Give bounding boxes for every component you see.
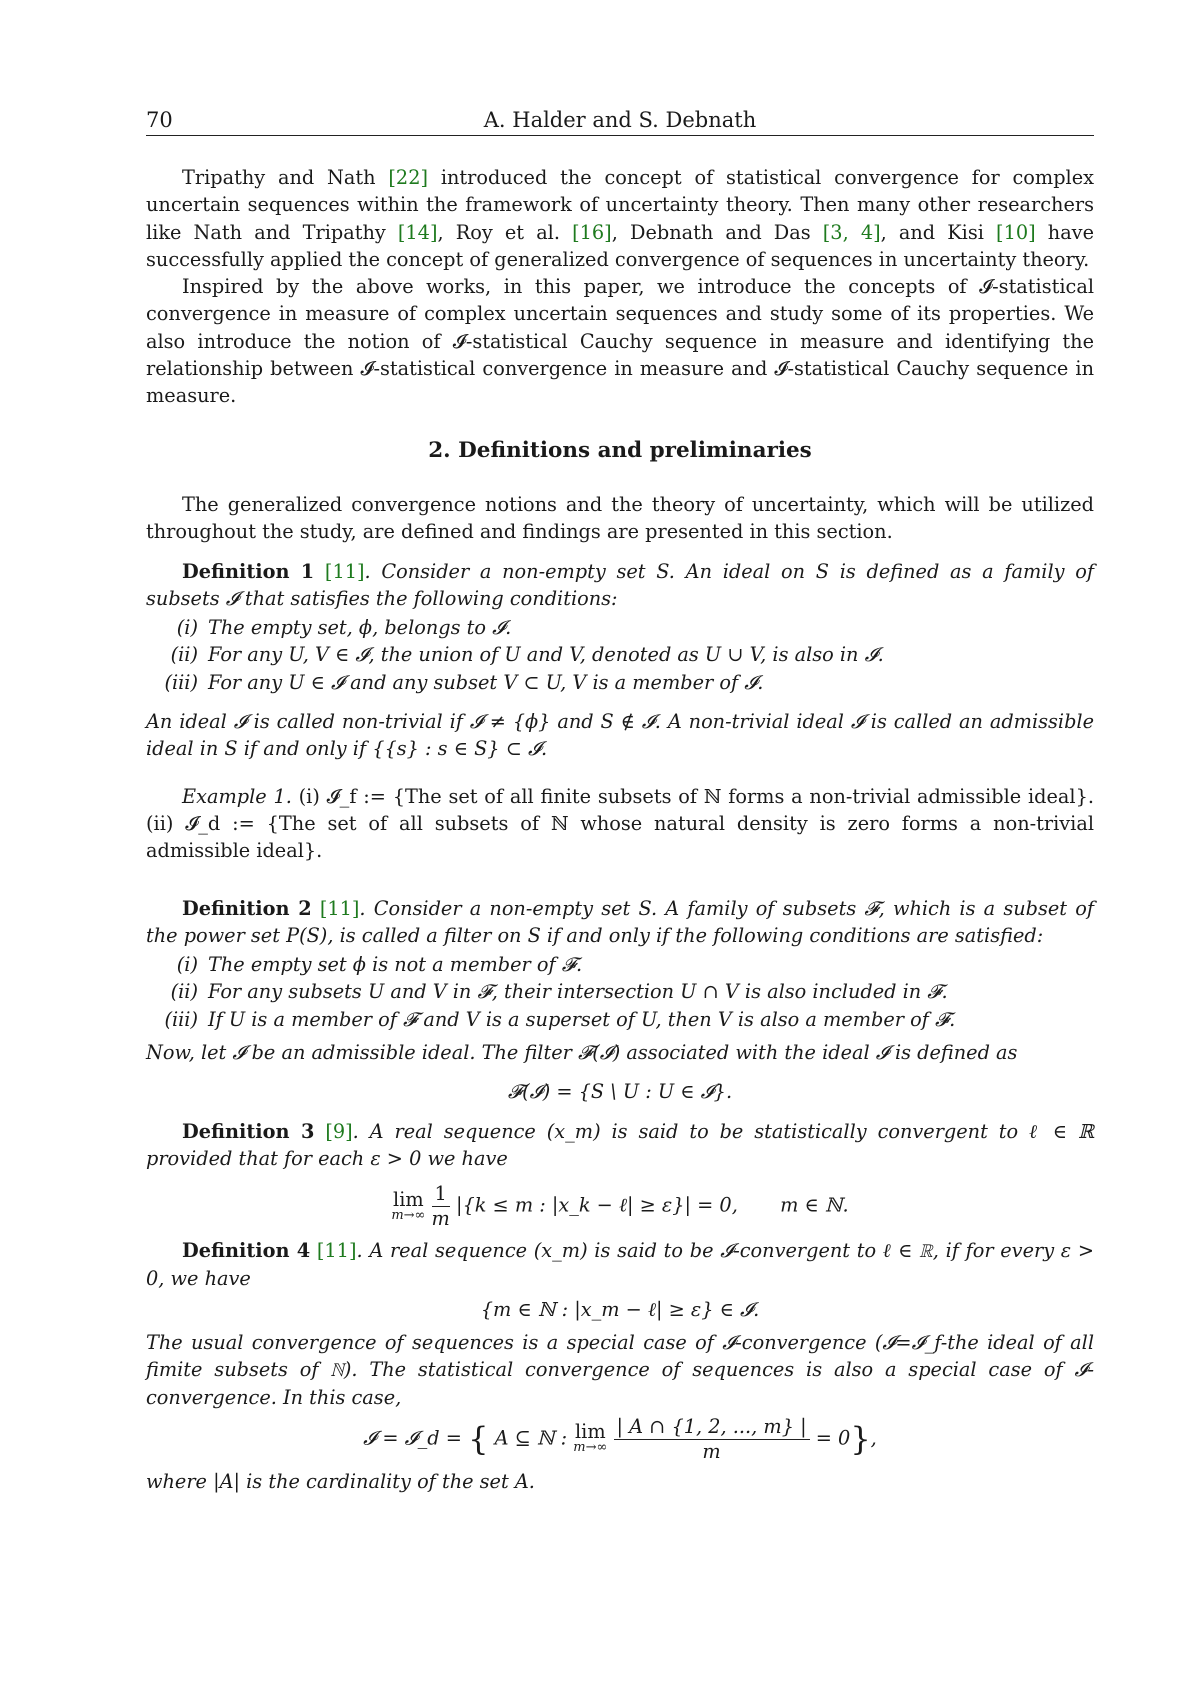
definition-2-label: Definition 2 (182, 896, 312, 920)
density-ideal-formula: 𝓘 = 𝓘_d = { A ⊆ ℕ : lim m→∞ $\frac{| A \cap \{1, 2, ..., m\} |}{m}$ = 0}, (363, 1414, 877, 1463)
filter-formula: 𝓕(𝓘) = {S \ U : U ∈ 𝓘}. (507, 1080, 733, 1104)
intro-text: have successfully applied the concept of generalized convergence of sequences in uncertainty theory. (146, 220, 1094, 271)
definition-1-label: Definition 1 (182, 559, 315, 583)
body (146, 164, 1094, 1495)
definition-4-label: Definition 4 (182, 1239, 311, 1263)
cardinality-note: where |A| is the cardinality of the set A. (146, 1469, 535, 1493)
condition-text: For any U ∈ 𝓘 and any subset V ⊂ U, V is a member of 𝓘. (208, 670, 764, 694)
condition-number: (i) (176, 953, 198, 977)
definition-3 (146, 1118, 1094, 1173)
example-1 (146, 783, 1094, 865)
intro-text: , and Kisi (880, 220, 997, 244)
condition-item (146, 951, 1094, 978)
condition-item (146, 614, 1094, 641)
example-1-label: Example 1. (182, 784, 292, 808)
intro-text: Tripathy and Nath (182, 166, 389, 189)
citation-link[interactable]: [3, 4] (822, 220, 881, 244)
condition-number: (iii) (164, 670, 198, 694)
citation-link[interactable]: [10] (996, 220, 1036, 244)
intro-text: , Debnath and Das (611, 220, 823, 244)
definition-1-remark: An ideal 𝓘 is called non-trivial if 𝓘 ≠ {ϕ} and S ∉ 𝓘. A non-trivial ideal 𝓘 is called an admissible ideal in S if and only if {{s} : s ∈ S} ⊂ 𝓘. (146, 710, 1094, 761)
condition-text: For any subsets U and V in 𝓕, their intersection U ∩ V is also included in 𝓕. (208, 980, 948, 1004)
intro-text: , Roy et al. (437, 220, 573, 244)
definition-3-text: . A real sequence (x_m) is said to be statistically convergent to ℓ ∈ ℝ provided that for each ε > 0 we have (146, 1119, 1094, 1170)
definition-4-citation[interactable]: [11] (316, 1239, 357, 1263)
definition-1-text: . Consider a non-empty set S. An ideal on S is defined as a family of subsets 𝓘 that satisfies the following conditions: (146, 559, 1094, 610)
condition-text: If U is a member of 𝓕 and V is a superset of U, then V is also a member of 𝓕. (208, 1007, 956, 1031)
definition-4 (146, 1237, 1094, 1292)
definition-1 (146, 558, 1094, 613)
intro-text: introduced the concept of statistical convergence for complex uncertain sequences within the framework of uncertainty theory. Then many other researchers like Nath and Tripathy (146, 166, 1094, 244)
definition-2-conditions (146, 951, 1094, 1033)
definition-3-citation[interactable]: [9] (325, 1119, 353, 1143)
condition-number: (ii) (170, 980, 198, 1004)
intro-paragraph-2: Inspired by the above works, in this paper, we introduce the concepts of 𝓘-statistical convergence in measure of complex uncertain sequences and study some of its properties. We also introduce the notion of 𝓘-statistical Cauchy sequence in measure and identifying the relationship between 𝓘-statistical convergence in measure and 𝓘-statistical Cauchy sequence in measure. (146, 275, 1094, 408)
citation-link[interactable]: [16] (572, 220, 612, 244)
condition-text: The empty set ϕ is not a member of 𝓕. (208, 953, 583, 977)
citation-link[interactable]: [22] (388, 166, 428, 189)
definition-2-citation[interactable]: [11] (319, 896, 360, 920)
definition-1-conditions (146, 614, 1094, 696)
citation-link[interactable]: [14] (397, 220, 438, 244)
definition-3-label: Definition 3 (182, 1119, 315, 1143)
cardinality-fraction: $\frac{| A \cap \{1, 2, ..., m\} |}{m}$ (614, 1415, 810, 1464)
condition-item (146, 669, 1094, 696)
fraction: $\frac{1}{m}$ (431, 1182, 450, 1231)
definition-4-text: . A real sequence (x_m) is said to be 𝓘-convergent to ℓ ∈ ℝ, if for every ε > 0, we have (146, 1239, 1094, 1290)
condition-item (146, 1006, 1094, 1033)
condition-text: The empty set, ϕ, belongs to 𝓘. (208, 616, 512, 640)
limit-operator: lim m→∞ (391, 1187, 426, 1223)
condition-number: (i) (176, 616, 198, 640)
definition-4-remark: The usual convergence of sequences is a special case of 𝓘-convergence (𝓘=𝓘_f-the ideal of all fimite subsets of ℕ). The statistical convergence of sequences is also a special case of 𝓘-convergence. In this case, (146, 1331, 1094, 1409)
definition-2 (146, 895, 1094, 950)
definition-1-citation[interactable]: [11] (324, 559, 365, 583)
ideal-convergence-formula: {m ∈ ℕ : |x_m − ℓ| ≥ ε} ∈ 𝓘. (480, 1297, 760, 1321)
definition-2-remark: Now, let 𝓘 be an admissible ideal. The filter 𝓕(𝓘) associated with the ideal 𝓘 is defined as (146, 1041, 1018, 1065)
statistical-convergence-formula: lim m→∞ $\frac{1}{m}$ |{k ≤ m : |x_k − ℓ| ≥ ε}| = 0, m ∈ ℕ. (391, 1182, 849, 1231)
section-lead: The generalized convergence notions and the theory of uncertainty, which will be utilized throughout the study, are defined and findings are presented in this section. (146, 492, 1094, 544)
condition-item (146, 641, 1094, 668)
condition-text: For any U, V ∈ 𝓘, the union of U and V, denoted as U ∪ V, is also in 𝓘. (208, 643, 884, 667)
page (146, 108, 1094, 1495)
example-1-text: (i) 𝓘_f := {The set of all finite subsets of ℕ forms a non-trivial admissible ideal}. (ii) 𝓘_d := {The set of all subsets of ℕ whose natural density is zero forms a non-trivial admissible ideal}. (146, 784, 1094, 863)
intro-paragraph-1 (146, 164, 1094, 273)
page-number: 70 (146, 108, 173, 132)
running-authors: A. Halder and S. Debnath (483, 108, 757, 132)
condition-item (146, 978, 1094, 1005)
section-heading: 2. Definitions and preliminaries (428, 437, 812, 463)
running-header (146, 108, 1094, 136)
condition-number: (iii) (164, 1007, 198, 1031)
condition-number: (ii) (170, 643, 198, 667)
definition-2-text: . Consider a non-empty set S. A family of subsets 𝓕, which is a subset of the power set P(S), is called a filter on S if and only if the following conditions are satisfied: (146, 896, 1094, 947)
